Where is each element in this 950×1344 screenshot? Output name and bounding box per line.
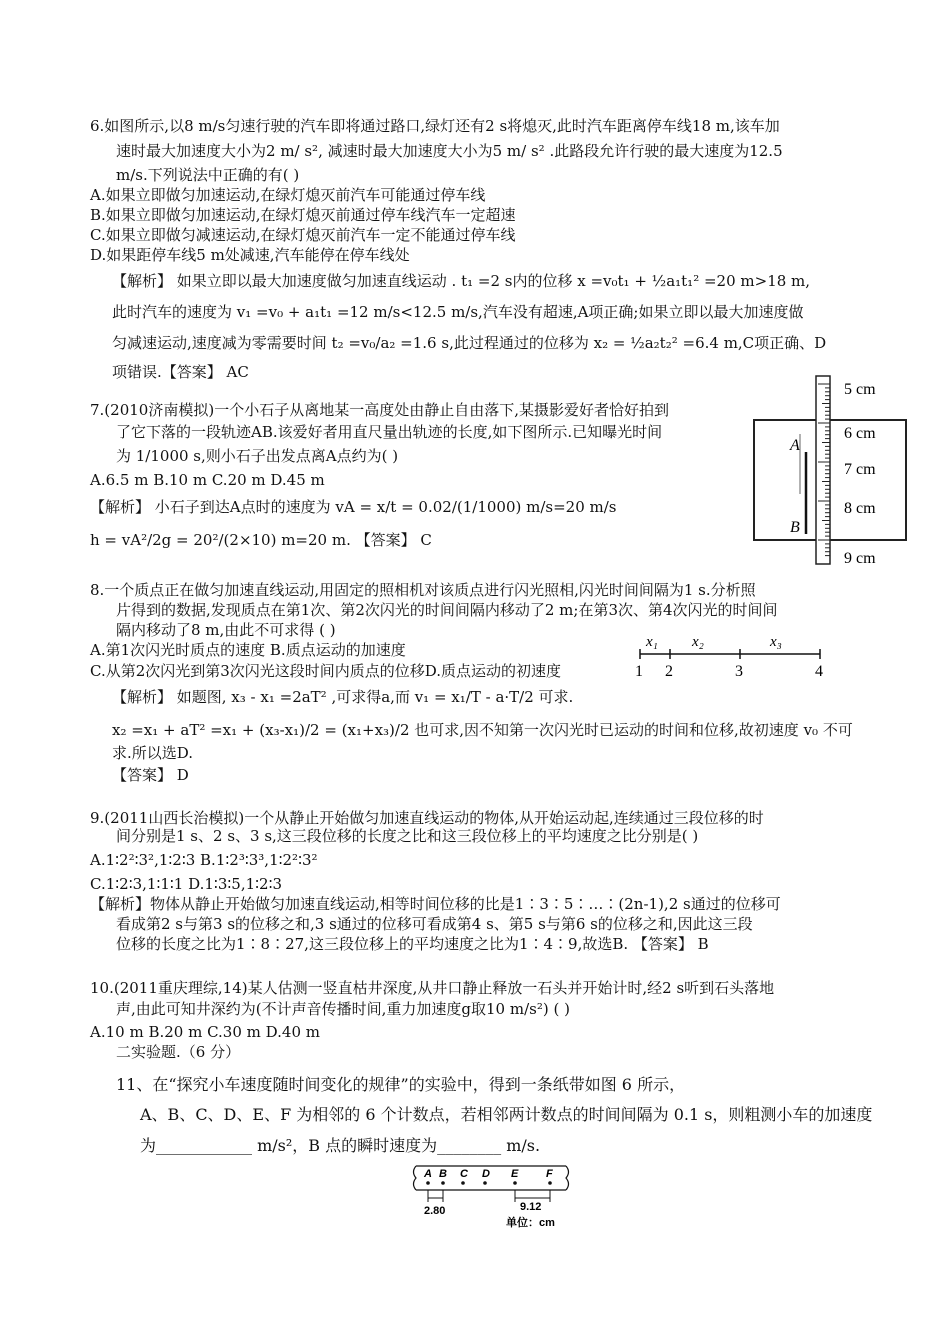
q9-line2: 间分别是1 s、2 s、3 s,这三段位移的长度之比和这三段位移上的平均速度之比分别是( ) bbox=[116, 827, 699, 845]
q9-options-ab: A.1∶2²∶3²,1∶2∶3 B.1∶2³∶3³,1∶2²∶3² bbox=[90, 851, 318, 869]
q9-options-cd: C.1∶2∶3,1∶1∶1 D.1∶3∶5,1∶2∶3 bbox=[90, 875, 283, 893]
ruler-label-6cm: 6 cm bbox=[844, 425, 876, 442]
flash-x1-label: x₁ bbox=[646, 634, 658, 650]
q11-line1: 11、在“探究小车速度随时间变化的规律”的实验中，得到一条纸带如图 6 所示， bbox=[116, 1075, 686, 1094]
tape-point-d: D bbox=[482, 1168, 490, 1180]
q7-line2: 了它下落的一段轨迹AB.该爱好者用直尺量出轨迹的长度,如下图所示.已知曝光时间 bbox=[116, 423, 663, 441]
flash-x3-label: x₃ bbox=[770, 634, 782, 650]
q8-line1: 8.一个质点正在做匀加速直线运动,用固定的照相机对该质点进行闪光照相,闪光时间间隔为1 s.分析照 bbox=[90, 581, 756, 599]
flash-num-1: 1 bbox=[635, 663, 643, 680]
q10-line2: 声,由此可知井深约为(不计声音传播时间,重力加速度g取10 m/s²) ( ) bbox=[116, 1000, 570, 1018]
tape-left-edge bbox=[414, 1166, 417, 1190]
q6-line2: 速时最大加速度大小为2 m/ s², 减速时最大加速度大小为5 m/ s² .此路段允许行驶的最大速度为12.5 bbox=[116, 142, 783, 160]
q8-options-ab: A.第1次闪光时质点的速度 B.质点运动的加速度 bbox=[90, 641, 406, 659]
ruler-label-5cm: 5 cm bbox=[844, 381, 876, 398]
q10-options: A.10 m B.20 m C.30 m D.40 m bbox=[90, 1023, 320, 1041]
q9-solution-line1: 【解析】物体从静止开始做匀加速直线运动,相等时间位移的比是1∶3∶5∶…∶(2n-1),2 s通过的位移可 bbox=[90, 895, 781, 913]
q10-line1: 10.(2011重庆理综,14)某人估测一竖直枯井深度,从井口静止释放一石头并开始计时,经2 s听到石头落地 bbox=[90, 979, 775, 997]
q8-line2: 片得到的数据,发现质点在第1次、第2次闪光的时间间隔内移动了2 m;在第3次、第4次闪光的时间间 bbox=[116, 601, 778, 619]
flash-x2-label: x₂ bbox=[692, 634, 704, 650]
q6-solution-line1: 【解析】 如果立即以最大加速度做匀加速直线运动 . t₁ =2 s内的位移 x =v₀t₁ + ½a₁t₁² =20 m>18 m, bbox=[112, 272, 811, 290]
tape-point-a: A bbox=[424, 1168, 432, 1180]
q8-options-cd: C.从第2次闪光到第3次闪光这段时间内质点的位移D.质点运动的初速度 bbox=[90, 662, 562, 680]
tape-dot bbox=[483, 1181, 487, 1185]
tape-point-e: E bbox=[511, 1168, 519, 1180]
q11-line2: A、B、C、D、E、F 为相邻的 6 个计数点，若相邻两计数点的时间间隔为 0.1 s，则粗测小车的加速度 bbox=[140, 1105, 873, 1124]
q8-solution-line3: 求.所以选D. bbox=[112, 744, 194, 762]
section-heading-experiment: 二实验题.（6 分） bbox=[116, 1043, 241, 1061]
q6-line3: m/s.下列说法中正确的有( ) bbox=[116, 166, 300, 184]
ruler-label-8cm: 8 cm bbox=[844, 500, 876, 517]
q6-solution-line4: 项错误.【答案】 AC bbox=[112, 363, 249, 381]
tape-dot bbox=[441, 1181, 445, 1185]
q7-line1: 7.(2010济南模拟)一个小石子从离地某一高度处由静止自由落下,某摄影爱好者恰好拍到 bbox=[90, 401, 669, 419]
tape-unit-label: 单位：cm bbox=[506, 1217, 555, 1229]
tape-dot bbox=[461, 1181, 465, 1185]
q6-option-b: B.如果立即做匀加速运动,在绿灯熄灭前通过停车线汽车一定超速 bbox=[90, 206, 516, 224]
flash-num-2: 2 bbox=[665, 663, 673, 680]
tape-dots bbox=[426, 1181, 552, 1185]
tape-dot bbox=[548, 1181, 552, 1185]
q8-solution-line2: x₂ =x₁ + aT² =x₁ + (x₃-x₁)/2 = (x₁+x₃)/2 也可求,因不知第一次闪光时已运动的时间和位移,故初速度 v₀ 不可 bbox=[112, 721, 853, 739]
flash-diagram bbox=[630, 632, 830, 680]
q9-solution-line3: 位移的长度之比为1∶8∶27,这三段位移上的平均速度之比为1∶4∶9,故选B. 【答案】 B bbox=[116, 935, 709, 953]
q8-line3: 隔内移动了8 m,由此不可求得 ( ) bbox=[116, 621, 336, 639]
q6-line1: 6.如图所示,以8 m/s匀速行驶的汽车即将通过路口,绿灯还有2 s将熄灭,此时汽车距离停车线18 m,该车加 bbox=[90, 117, 780, 135]
q6-solution-line3: 匀减速运动,速度减为零需要时间 t₂ =v₀/a₂ =1.6 s,此过程通过的位移为 x₂ = ½a₂t₂² =6.4 m,C项正确、D bbox=[112, 334, 827, 352]
q7-solution-line2: h = vA²/2g = 20²/(2×10) m=20 m. 【答案】 C bbox=[90, 531, 432, 549]
tape-right-edge bbox=[566, 1166, 569, 1190]
ruler-label-9cm: 9 cm bbox=[844, 550, 876, 567]
q8-solution-line1: 【解析】 如题图, x₃ - x₁ =2aT² ,可求得a,而 v₁ = x₁/T - a·T/2 可求. bbox=[112, 688, 574, 706]
paper-tape-figure bbox=[406, 1162, 576, 1234]
tape-point-b: B bbox=[439, 1168, 447, 1180]
q7-line3: 为 1/1000 s,则小石子出发点离A点约为( ) bbox=[116, 447, 399, 465]
q6-solution-line2: 此时汽车的速度为 v₁ =v₀ + a₁t₁ =12 m/s<12.5 m/s,汽车没有超速,A项正确;如果立即以最大加速度做 bbox=[112, 303, 804, 321]
q8-answer: 【答案】 D bbox=[112, 766, 189, 784]
flash-num-3: 3 bbox=[735, 663, 743, 680]
tape-point-c: C bbox=[460, 1168, 468, 1180]
ruler-label-7cm: 7 cm bbox=[844, 461, 876, 478]
q7-options: A.6.5 m B.10 m C.20 m D.45 m bbox=[90, 471, 325, 489]
point-a-label: A bbox=[790, 437, 800, 454]
point-b-label: B bbox=[790, 519, 800, 536]
flash-num-4: 4 bbox=[815, 663, 823, 680]
q6-option-c: C.如果立即做匀减速运动,在绿灯熄灭前汽车一定不能通过停车线 bbox=[90, 226, 516, 244]
tape-dist-ef: 9.12 bbox=[520, 1201, 542, 1213]
q6-option-d: D.如果距停车线5 m处减速,汽车能停在停车线处 bbox=[90, 246, 410, 264]
q11-line3: 为____________ m/s²，B 点的瞬时速度为________ m/s. bbox=[140, 1136, 541, 1155]
q9-line1: 9.(2011山西长治模拟)一个从静止开始做匀加速直线运动的物体,从开始运动起,连续通过三段位移的时 bbox=[90, 809, 764, 827]
tape-dot bbox=[513, 1181, 517, 1185]
q6-option-a: A.如果立即做匀加速运动,在绿灯熄灭前汽车可能通过停车线 bbox=[90, 186, 486, 204]
tape-point-f: F bbox=[546, 1168, 553, 1180]
q7-solution-line1: 【解析】 小石子到达A点时的速度为 vA = x/t = 0.02/(1/1000) m/s=20 m/s bbox=[90, 498, 617, 516]
tape-dot bbox=[426, 1181, 430, 1185]
ruler-figure bbox=[752, 374, 912, 568]
tape-dist-ab: 2.80 bbox=[424, 1205, 446, 1217]
q9-solution-line2: 看成第2 s与第3 s的位移之和,3 s通过的位移可看成第4 s、第5 s与第6 s的位移之和,因此这三段 bbox=[116, 915, 753, 933]
